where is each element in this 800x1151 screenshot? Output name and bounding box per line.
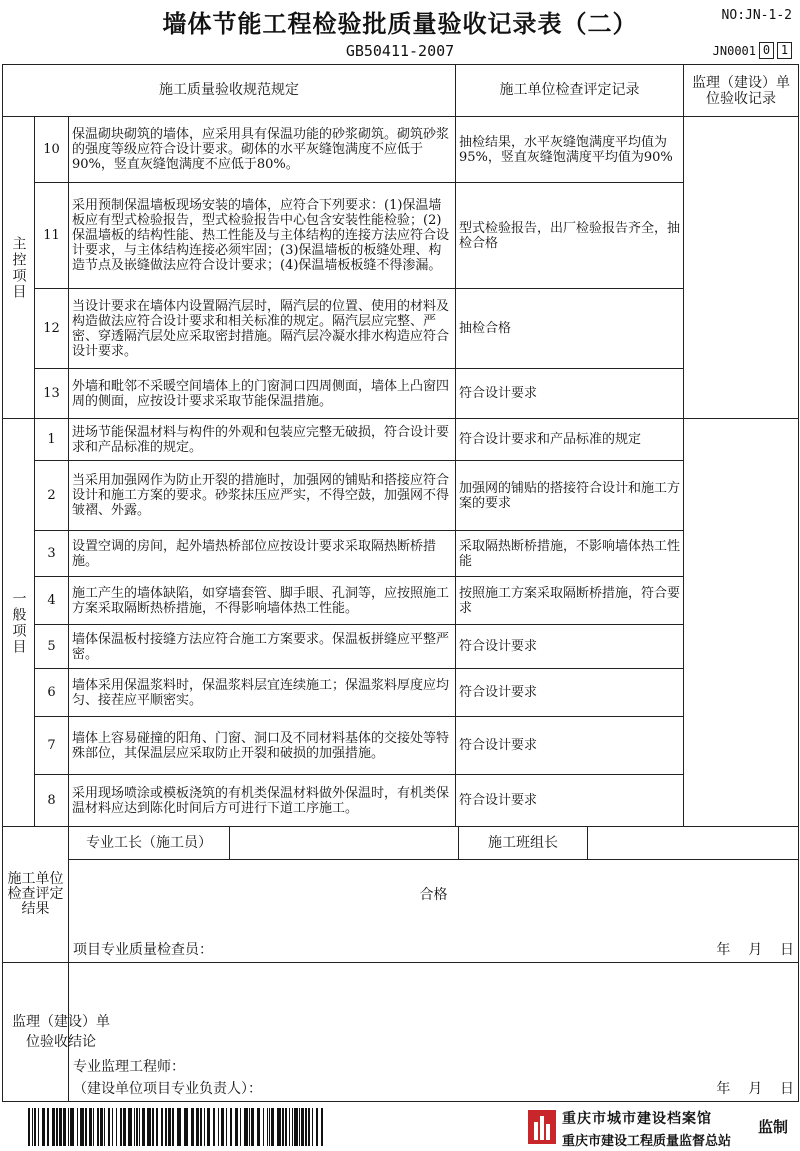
barcode-bar — [42, 1108, 45, 1146]
item-requirement: 采用预制保温墙板现场安装的墙体，应符合下列要求：(1)保温墙板应有型式检验报告，型式检验报告中心包含安装性能检验；(2)保温墙板的结构性能、热工性能及与主体结构的连接方法应符合设计要求，与主体结构连接必须牢固；(3)保温墙板的板缝处理、构造节点及嵌缝做法应符合设计要求；(4)保温墙板板缝不得渗漏。 — [69, 183, 456, 289]
owner-representative-label: （建设单位项目专业负责人）： — [73, 1081, 262, 1097]
supervision-date[interactable]: 年 月 日 — [716, 1081, 794, 1097]
barcode-bar — [28, 1108, 30, 1146]
item-record[interactable]: 符合设计要求 — [456, 775, 684, 827]
supervised-label: 监制 — [758, 1118, 789, 1136]
item-record[interactable]: 采取隔热断桥措施，不影响墙体热工性能 — [456, 531, 684, 577]
barcode-bar — [128, 1108, 132, 1146]
item-number: 11 — [35, 183, 69, 289]
barcode-bar — [70, 1108, 74, 1146]
item-number: 5 — [35, 625, 69, 669]
barcode-bar — [100, 1108, 103, 1146]
archive-names — [562, 1108, 731, 1149]
barcode-bar — [271, 1108, 274, 1146]
item-number: 12 — [35, 289, 69, 369]
item-number: 10 — [35, 117, 69, 183]
building-icon — [528, 1110, 556, 1144]
barcode-bar — [240, 1108, 241, 1146]
item-record[interactable]: 抽检合格 — [456, 289, 684, 369]
item-requirement: 墙体保温板村接缝方法应符合施工方案要求。保温板拼缝应平整严密。 — [69, 625, 456, 669]
barcode-bar — [32, 1108, 33, 1146]
header-supervision: 监理（建设）单位验收记录 — [684, 65, 799, 117]
barcode-bar — [235, 1108, 238, 1146]
item-record[interactable]: 符合设计要求和产品标准的规定 — [456, 419, 684, 461]
standard-code: GB50411-2007 — [345, 42, 455, 60]
barcode-bar — [305, 1108, 307, 1146]
table-row — [3, 183, 799, 289]
barcode-bar — [89, 1108, 92, 1146]
section-general: 一般项目 — [3, 419, 35, 827]
archive-logo-icon — [528, 1110, 556, 1144]
barcode-bar — [112, 1108, 113, 1146]
barcode-bar — [301, 1108, 304, 1146]
barcode-bar — [282, 1108, 284, 1146]
inspection-date[interactable]: 年 月 日 — [716, 942, 794, 958]
header-spec: 施工质量验收规范规定 — [3, 65, 456, 117]
barcode-bar — [263, 1108, 264, 1146]
table-row — [3, 461, 799, 531]
barcode-bar — [321, 1108, 323, 1146]
barcode-bar — [123, 1108, 126, 1146]
barcode-bar — [213, 1108, 215, 1146]
barcode-bar — [97, 1108, 99, 1146]
barcode-bar — [257, 1108, 260, 1146]
table-row — [3, 369, 799, 419]
barcode-bar — [226, 1108, 227, 1146]
serial-prefix: JN0001 — [712, 43, 756, 58]
item-number: 7 — [35, 717, 69, 775]
table-row — [3, 531, 799, 577]
barcode-bar — [221, 1108, 224, 1146]
item-requirement: 施工产生的墙体缺陷，如穿墙套管、脚手眼、孔洞等，应按照施工方案采取隔断热桥措施，不得影响墙体热工性能。 — [69, 577, 456, 625]
team-leader-field[interactable] — [588, 827, 798, 859]
item-number: 3 — [35, 531, 69, 577]
inspection-result[interactable]: 合格 — [419, 887, 448, 903]
barcode-bar — [251, 1108, 254, 1146]
barcode-bar — [269, 1108, 270, 1146]
serial-box-1[interactable]: 0 — [759, 42, 774, 59]
item-requirement: 采用现场喷涂或模板浇筑的有机类保温材料做外保温时，有机类保温材料应达到陈化时间后方可进行下道工序施工。 — [69, 775, 456, 827]
barcode-bar — [93, 1108, 94, 1146]
barcode-bar — [161, 1108, 163, 1146]
barcode-bar — [196, 1108, 199, 1146]
barcode-bar — [292, 1108, 293, 1146]
item-record[interactable]: 加强网的铺贴的搭接符合设计和施工方案的要求 — [456, 461, 684, 531]
item-record[interactable]: 符合设计要求 — [456, 625, 684, 669]
barcode-bar — [184, 1108, 188, 1146]
foreman-field[interactable] — [230, 827, 459, 859]
table-row — [3, 669, 799, 717]
barcode-bar — [139, 1108, 140, 1146]
barcode-bar — [207, 1108, 210, 1146]
item-record[interactable]: 符合设计要求 — [456, 369, 684, 419]
table-row — [3, 117, 799, 183]
barcode-bar — [249, 1108, 250, 1146]
barcode-bar — [59, 1108, 62, 1146]
item-number: 6 — [35, 669, 69, 717]
barcode-bar — [108, 1108, 110, 1146]
table-row — [3, 775, 799, 827]
barcode-bar — [56, 1108, 58, 1146]
barcode-bar — [134, 1108, 135, 1146]
barcode-bar — [147, 1108, 151, 1146]
form-title: 墙体节能工程检验批质量验收记录表（二） — [162, 9, 638, 38]
barcode-bar — [218, 1108, 219, 1146]
item-requirement: 保温砌块砌筑的墙体，应采用具有保温功能的砂浆砌筑。砌筑砂浆的强度等级应符合设计要求。砌体的水平灰缝饱满度不应低于90%，竖直灰缝饱满度不应低于80%。 — [69, 117, 456, 183]
item-record[interactable]: 抽检结果，水平灰缝饱满度平均值为95%，竖直灰缝饱满度平均值为90% — [456, 117, 684, 183]
header-record: 施工单位检查评定记录 — [456, 65, 684, 117]
barcode-bar — [299, 1108, 300, 1146]
item-record[interactable]: 按照施工方案采取隔断桥措施，符合要求 — [456, 577, 684, 625]
station-name: 重庆市建设工程质量监督总站 — [562, 1134, 732, 1149]
serial-number — [713, 42, 792, 59]
barcode-bar — [230, 1108, 232, 1146]
barcode-bar — [63, 1108, 66, 1146]
inspection-table — [2, 64, 799, 1102]
barcode-bar — [156, 1108, 158, 1146]
table-row — [3, 625, 799, 669]
barcode-bar — [68, 1108, 69, 1146]
archive-name: 重庆市城市建设档案馆 — [562, 1111, 712, 1127]
item-number: 1 — [35, 419, 69, 461]
barcode-bar — [277, 1108, 281, 1146]
barcode-bar — [204, 1108, 205, 1146]
supervising-engineer-label: 专业监理工程师： — [73, 1059, 185, 1075]
item-record[interactable]: 符合设计要求 — [456, 717, 684, 775]
item-number: 2 — [35, 461, 69, 531]
foreman-label: 专业工长（施工员） — [69, 827, 230, 859]
barcode-bar — [165, 1108, 167, 1146]
table-row — [3, 717, 799, 775]
barcode-bar — [80, 1108, 84, 1146]
barcode-bar — [136, 1108, 138, 1146]
barcode-bar — [34, 1108, 36, 1146]
barcode-bar — [294, 1108, 298, 1146]
barcode-bar — [85, 1108, 87, 1146]
table-row — [3, 419, 799, 461]
barcode-bar — [316, 1108, 318, 1146]
barcode-bar — [120, 1108, 122, 1146]
item-requirement: 外墙和毗邻不采暖空间墙体上的门窗洞口四周侧面，墙体上凸窗四周的侧面，应按设计要求采取节能保温措施。 — [69, 369, 456, 419]
item-number: 4 — [35, 577, 69, 625]
barcode-bar — [38, 1108, 39, 1146]
item-record[interactable]: 型式检验报告，出厂检验报告齐全，抽检合格 — [456, 183, 684, 289]
barcode-bar — [285, 1108, 287, 1146]
barcode-bar — [116, 1108, 117, 1146]
table-row — [3, 577, 799, 625]
item-requirement: 墙体采用保温浆料时，保温浆料层宜连续施工；保温浆料厚度应均匀、接茬应平顺密实。 — [69, 669, 456, 717]
barcode-bar — [289, 1108, 290, 1146]
barcode-bar — [52, 1108, 55, 1146]
inspector-label: 项目专业质量检查员： — [73, 942, 213, 958]
barcode-bar — [104, 1108, 105, 1146]
barcode-bar — [77, 1108, 78, 1146]
team-leader-label: 施工班组长 — [459, 827, 588, 859]
barcode-bar — [168, 1108, 171, 1146]
footer — [0, 1104, 800, 1151]
item-requirement: 墙体上容易碰撞的阳角、门窗、洞口及不同材料基体的交接处等特殊部位，其保温层应采取防止开裂和破损的加强措施。 — [69, 717, 456, 775]
item-requirement: 当设计要求在墙体内设置隔汽层时，隔汽层的位置、使用的材料及构造做法应符合设计要求和相关标准的规定。隔汽层应完整、严密、穿透隔汽层处应采取密封措施。隔汽层冷凝水排水构造应符合设计要求。 — [69, 289, 456, 369]
item-requirement: 进场节能保温材料与构件的外观和包装应完整无破损，符合设计要求和产品标准的规定。 — [69, 419, 456, 461]
item-record[interactable]: 符合设计要求 — [456, 669, 684, 717]
barcode-bar — [312, 1108, 313, 1146]
barcode-bar — [191, 1108, 194, 1146]
item-number: 13 — [35, 369, 69, 419]
item-number: 8 — [35, 775, 69, 827]
section-main: 主控项目 — [3, 117, 35, 419]
item-requirement: 设置空调的房间，起外墙热桥部位应按设计要求采取隔热断桥措施。 — [69, 531, 456, 577]
barcode-bar — [152, 1108, 154, 1146]
barcode-bar — [177, 1108, 181, 1146]
item-requirement: 当采用加强网作为防止开裂的措施时，加强网的铺贴和搭接应符合设计和施工方案的要求。砂浆抹压应严实，不得空鼓，加强网不得皱褶、外露。 — [69, 461, 456, 531]
barcode-bar — [200, 1108, 202, 1146]
barcode-bar — [47, 1108, 49, 1146]
barcode-bar — [172, 1108, 174, 1146]
barcode-image — [28, 1108, 408, 1146]
barcode-bar — [267, 1108, 268, 1146]
serial-box-2[interactable]: 1 — [777, 42, 792, 59]
form-number: NO:JN-1-2 — [721, 8, 792, 23]
table-row — [3, 289, 799, 369]
barcode-bar — [142, 1108, 145, 1146]
supervision-record-general[interactable] — [684, 419, 799, 827]
barcode-bar — [308, 1108, 310, 1146]
construction-result-label: 施工单位检查评定结果 — [3, 827, 69, 963]
supervision-result-label: 监理（建设）单位验收结论 — [3, 963, 69, 1102]
barcode-bar — [244, 1108, 248, 1146]
supervision-record-main[interactable] — [684, 117, 799, 419]
